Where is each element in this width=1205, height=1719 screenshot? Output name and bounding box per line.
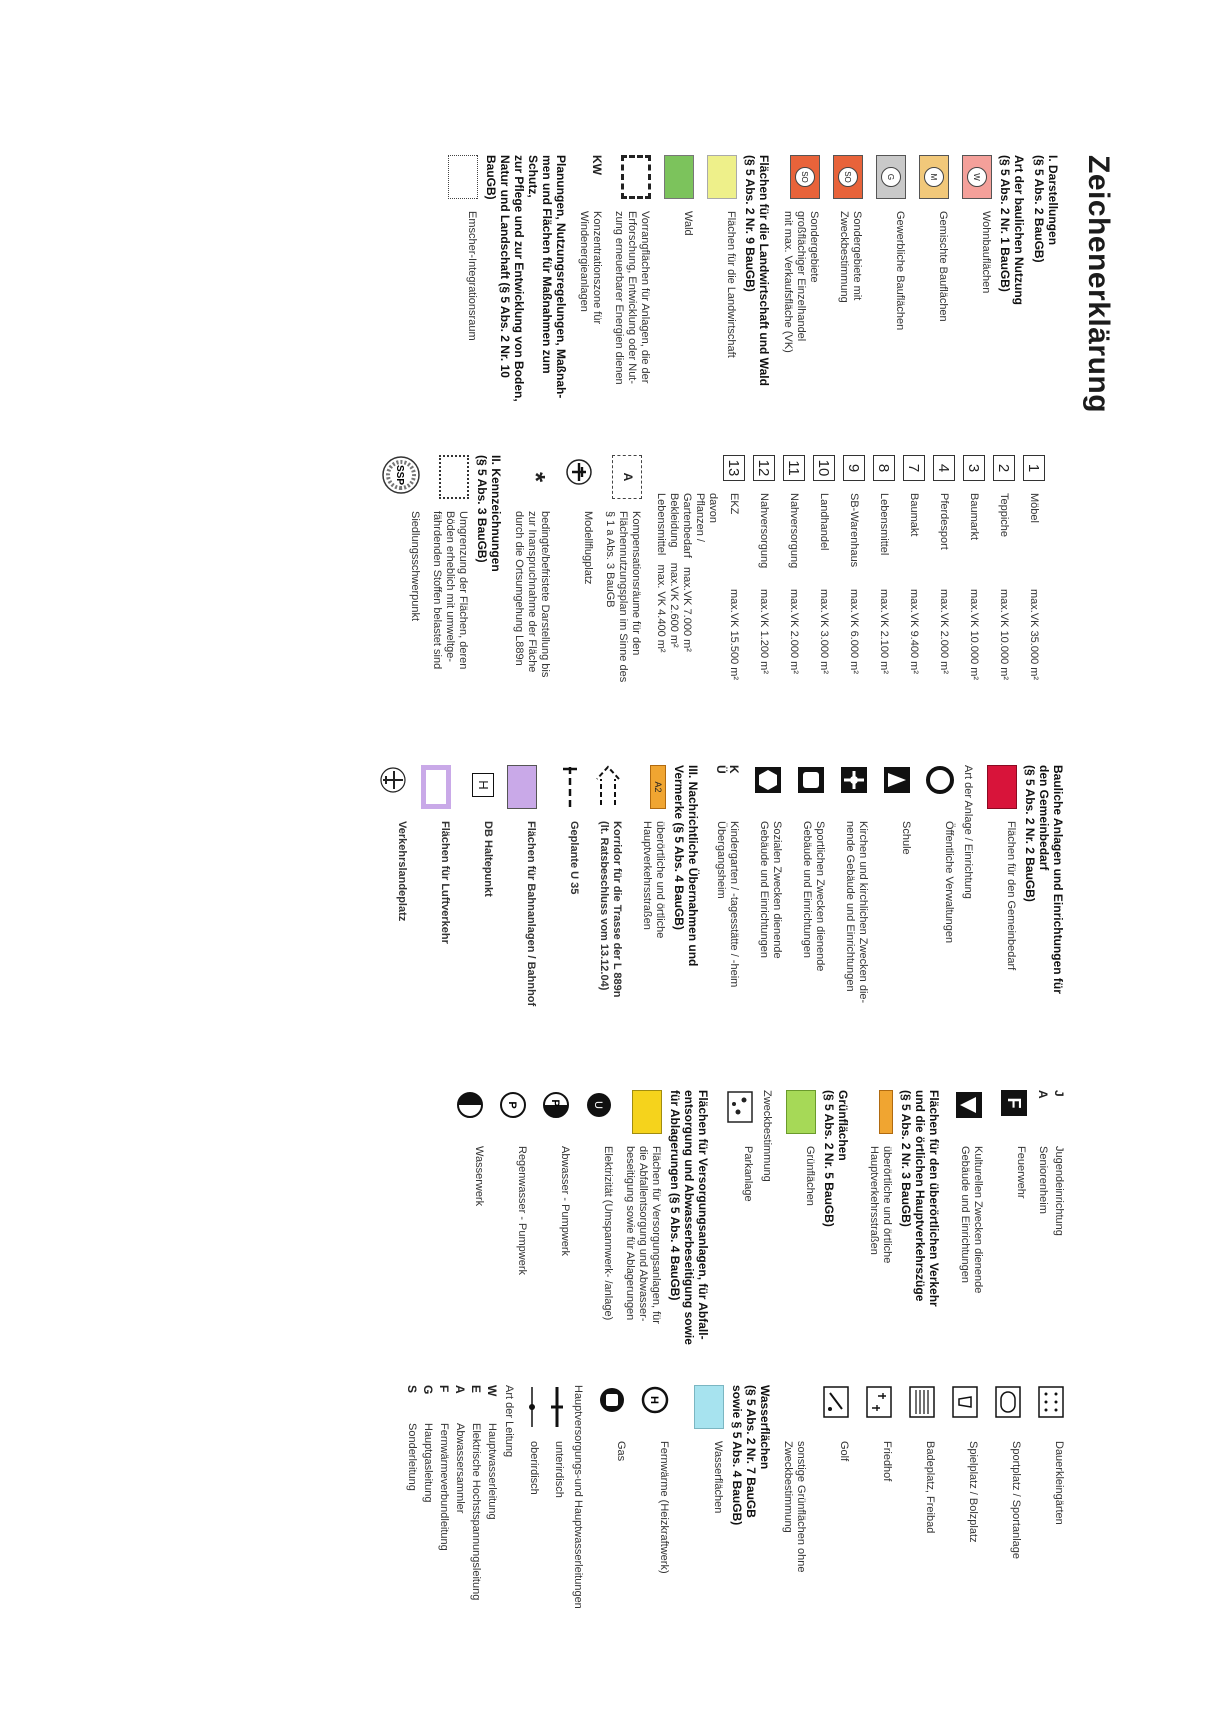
vk-category: Nahversorgung [758, 493, 771, 569]
bahn-label: Flächen für Bahnanlagen / Bahnhof [525, 821, 537, 1007]
heading-nachrichtliche: III. Nachrichtliche Übernahmen und Vermerke (§ 5 Abs. 4 BauGB) [672, 765, 700, 967]
legend-row-kw [577, 155, 603, 415]
abwasser-pump-icon [537, 1090, 571, 1134]
vk-number-box: 7 [903, 455, 925, 481]
luft-swatch [417, 765, 451, 809]
legend-row-spielplatz [945, 1385, 979, 1665]
wasserwerk-icon [451, 1090, 485, 1134]
versorgung-swatch [628, 1090, 662, 1134]
gas-icon [593, 1385, 627, 1429]
legend-row-oberirdisch [524, 1385, 540, 1665]
oberirdisch-line-icon [524, 1385, 540, 1429]
spielplatz-icon [945, 1385, 979, 1429]
sozial-label: Sozialen Zwecken dienende Gebäude und Einrichtungen [758, 821, 783, 959]
legend-row-kultur [950, 1090, 984, 1360]
leitung-label: Fernwärmeverbundleitung [438, 1423, 450, 1551]
sport-gebaeude-icon [792, 765, 826, 809]
wald-label: Wald [682, 211, 694, 236]
legend-row-kindergarten [714, 765, 740, 1055]
vk-number-box: 12 [753, 455, 775, 481]
korridor-arrow-icon [589, 765, 623, 809]
kindergarten-codes: K Ü [714, 765, 741, 774]
regenwasser-label: Regenwasser - Pumpwerk [516, 1146, 528, 1275]
legend-sheet-rotated [105, 155, 1115, 1675]
gewerbe-label: Gewerbliche Bauflächen [894, 211, 906, 331]
vk-row [903, 455, 925, 725]
asterisk-icon: * [521, 471, 551, 483]
umgrenzung-symbol [435, 455, 469, 499]
regenwasser-pump-icon [494, 1090, 528, 1134]
legend-row-misch [915, 155, 949, 415]
column-2 [378, 455, 1045, 725]
art-der-leitung-label: Art der Leitung [503, 1385, 515, 1458]
gruen-swatch [782, 1090, 816, 1134]
luft-label: Flächen für Luftverkehr [439, 821, 451, 944]
hvs-swatch [859, 1090, 893, 1134]
dauer-label: Dauerkleingärten [1053, 1441, 1065, 1525]
mischbau-label: Gemischte Bauflächen [937, 211, 949, 322]
legend-row-sozial [749, 765, 783, 1055]
vk-value: max.VK 2.000 m² [788, 589, 801, 674]
u35-line-icon [546, 765, 580, 809]
legend-row-versorgung [623, 1090, 662, 1360]
so-letter-icon: SO [838, 167, 858, 187]
heading-gruenflaechen: Grünflächen (§ 5 Abs. 2 Nr. 5 BauGB) [822, 1090, 850, 1227]
wohnbau-label: Wohnbauflächen [980, 211, 992, 294]
plane-icon [374, 765, 408, 809]
bahn-swatch [503, 765, 537, 809]
vk-value: max.VK 35.000 m² [1028, 589, 1041, 681]
vk-category: Baumakt [908, 493, 921, 537]
friedhof-label: Friedhof [881, 1441, 893, 1482]
badeplatz-icon [902, 1385, 936, 1429]
sondergebiet-einzelhandel-label: Sondergebiete großflächiger Einzelhandel mit max. Verkaufsfläche (VK) [782, 211, 820, 353]
schule-label: Schule [900, 821, 912, 855]
umgrenzung-label: Umgrenzung der Flächen, deren Böden erheblich mit umweltge- fährdenden Stoffen belastet sind [431, 511, 469, 670]
wohn-letter-icon: W [967, 167, 987, 187]
vk-category: Lebensmittel [878, 493, 891, 556]
svg-text:P: P [549, 1099, 561, 1107]
leitung-row [405, 1385, 418, 1665]
legend-row-hvs [859, 1090, 893, 1360]
legend-row-verwaltung [921, 765, 955, 1055]
leitung-code: S [405, 1385, 419, 1394]
senioren-code: A [1036, 1090, 1050, 1099]
verwaltung-label: Öffentliche Verwaltungen [943, 821, 955, 944]
leitung-code: F [437, 1385, 451, 1393]
leitung-label: Hauptwasserleitung [486, 1423, 498, 1520]
db-haltepunkt-icon: H [460, 765, 494, 809]
db-label: DB Haltepunkt [482, 821, 494, 897]
vk-number-box: 2 [993, 455, 1015, 481]
legend-row-u35 [546, 765, 580, 1055]
legend-row-wasserwerk [451, 1090, 485, 1360]
gemeinbedarf-label: Flächen für den Gemeinbedarf [1005, 821, 1017, 971]
oberirdisch-label: oberirdisch [528, 1441, 540, 1495]
vk-row [963, 455, 985, 725]
park-tree-icon [720, 1090, 754, 1134]
jugend-label: Jugendeinrichtung [1053, 1146, 1065, 1236]
vk-row [933, 455, 955, 725]
vk-category: Nahversorgung [788, 493, 801, 569]
vk-category: Möbel [1028, 493, 1041, 523]
leitung-code: A [453, 1385, 467, 1394]
heading-kennzeichnungen: II. Kennzeichnungen (§ 5 Abs. 3 BauGB) [475, 455, 503, 572]
wasser-swatch [690, 1385, 724, 1429]
legend-row-feuerwehr [993, 1090, 1027, 1360]
vk-category: Teppiche [998, 493, 1011, 538]
legend-row-a2 [632, 765, 666, 1055]
column-5 [402, 1385, 1065, 1665]
vk-value: max.VK 1.200 m² [758, 589, 771, 674]
ssp-label: Siedlungsschwerpunkt [409, 511, 421, 622]
gewerbe-letter-icon: G [881, 167, 901, 187]
leitung-label: Sonderleitung [406, 1423, 418, 1491]
sportplatz-label: Sportplatz / Sportanlage [1010, 1441, 1022, 1560]
legend-row-elektrizitaet [580, 1090, 614, 1360]
legend-row-senioren [1036, 1090, 1049, 1360]
kompensation-label: Kompensationsräume für den Flächennutzungsplan im Sinne des § 1 a Abs. 3 BauGB [604, 511, 642, 683]
a2-label: überörtliche und örtliche Hauptverkehrsstraßen [641, 821, 666, 939]
wasser-label: Wasserflächen [712, 1441, 724, 1514]
legend-row-verkehrslande [374, 765, 408, 1055]
legend-row-korridor [589, 765, 623, 1055]
kw-label: Konzentrationszone für Windenergieanlagen [578, 211, 603, 325]
legend-row-db [460, 765, 494, 1055]
schule-icon [878, 765, 912, 809]
leitung-label: Abwassersammler [454, 1423, 466, 1514]
svg-text:SSP: SSP [394, 464, 405, 486]
golf-label: Golf [838, 1441, 850, 1462]
legend-row-sondergebiet [829, 155, 863, 415]
elektrizitaet-icon [580, 1090, 614, 1134]
sport-gebaeude-label: Sportlichen Zwecken dienende Gebäude und Einrichtungen [801, 821, 826, 972]
legend-row-park [720, 1090, 754, 1360]
legend-row-schule [878, 765, 912, 1055]
so2-letter-icon: SO [795, 167, 815, 187]
vk-number-box: 10 [813, 455, 835, 481]
sondergebiet-swatch [829, 155, 863, 199]
kindergarten-label: Kindergarten / -tagesstätte / -heim Übergangsheim [715, 821, 740, 988]
legend-row-gewerbe [872, 155, 906, 415]
a2-swatch: A2 [632, 765, 666, 809]
vk-value: max.VK 10.000 m² [968, 589, 981, 681]
legend-row-wald [660, 155, 694, 415]
legend-row-sport-gebaeude [792, 765, 826, 1055]
kleingarten-icon [1031, 1385, 1065, 1429]
legend-row-gemeinbedarf [983, 765, 1017, 1055]
spielplatz-label: Spielplatz / Bolzplatz [967, 1441, 979, 1543]
vk-value: max.VK 2.000 m² [938, 589, 951, 674]
gewerbe-swatch [872, 155, 906, 199]
legend-row-bahn [503, 765, 537, 1055]
legend-row-ssp [387, 455, 421, 725]
jugend-code: J [1052, 1090, 1066, 1097]
legend-row-umgrenzung [430, 455, 469, 725]
friedhof-cross-icon [859, 1385, 893, 1429]
u35-label: Geplante U 35 [568, 821, 580, 895]
gruen-label: Grünflächen [804, 1146, 816, 1206]
gemeinbedarf-swatch [983, 765, 1017, 809]
legend-row-jugend [1052, 1090, 1065, 1360]
modellflug-icon [560, 455, 594, 499]
misch-letter-icon: M [924, 167, 944, 187]
badeplatz-label: Badeplatz, Freibad [924, 1441, 936, 1534]
mischbau-swatch [915, 155, 949, 199]
wald-swatch [660, 155, 694, 199]
leitung-row [469, 1385, 482, 1665]
legend-row-fernwaerme [636, 1385, 670, 1665]
zweckbestimmung-label: Zweckbestimmung [761, 1090, 773, 1182]
legend-row-wasser [690, 1385, 724, 1665]
legend-row-sonstige [781, 1385, 807, 1665]
column-1 [435, 155, 1060, 415]
legend-row-luft [417, 765, 451, 1055]
sonstige-spacer [789, 1385, 807, 1429]
emscher-label: Emscher-Integrationsraum [466, 211, 478, 341]
sozial-icon [749, 765, 783, 809]
kompensation-symbol: A [608, 455, 642, 499]
legend-row-dauer [1031, 1385, 1065, 1665]
vk-row [753, 455, 775, 725]
vk-row [813, 455, 835, 725]
sondergebiet-einzelhandel-swatch [786, 155, 820, 199]
leitung-row [453, 1385, 466, 1665]
vk-number-box: 13 [723, 455, 745, 481]
kw-code: KW [590, 155, 604, 175]
leitung-list [405, 1385, 498, 1665]
legend-row-sportplatz [988, 1385, 1022, 1665]
hvs-label: überörtliche und örtliche Hauptverkehrsstraßen [868, 1146, 893, 1264]
vorrang-label: Vorrangflächen für Anlagen, die der Erforschung, Entwicklung oder Nut- zung erneuerbarer Energien dienen [613, 211, 651, 385]
feuerwehr-icon: F [993, 1090, 1027, 1134]
abwasser-label: Abwasser - Pumpwerk [559, 1146, 571, 1257]
heading-darstellungen: I. Darstellungen (§ 5 Abs. 2 BauGB) [1032, 155, 1060, 263]
legend-row-vorrang [612, 155, 651, 415]
sondergebiet-label: Sondergebiete mit Zweckbestimmung [838, 211, 863, 303]
heading-wasserflaechen: Wasserflächen (§ 5 Abs. 2 Nr. 7 BauGB sowie § 5 Abs. 4 BauGB) [730, 1385, 772, 1526]
unterirdisch-label: unterirdisch [553, 1441, 565, 1498]
landwirtschaft-swatch [703, 155, 737, 199]
legend-row-golf [816, 1385, 850, 1665]
vk-row [723, 455, 745, 725]
vk-category: SB-Warenhaus [848, 493, 861, 568]
vk-category: Landhandel [818, 493, 831, 551]
vk-category: EKZ [728, 493, 741, 515]
legend-row-unterirdisch [549, 1385, 565, 1665]
wasserwerk-label: Wasserwerk [473, 1146, 485, 1207]
elektrizitaet-label: Elektrizität (Umspannwerk- /anlage) [602, 1146, 614, 1321]
leitung-label: Hauptgasleitung [422, 1423, 434, 1503]
legend-row-wohn [958, 155, 992, 415]
legend-row-gruen [782, 1090, 816, 1360]
senioren-label: Seniorenheim [1037, 1146, 1049, 1214]
legend-row-emscher [444, 155, 478, 415]
heading-versorgung: Flächen für Versorgungsanlagen, für Abfall- entsorgung und Abwasserbeseitigung sowie für Ablagerungen (§ 5 Abs. 4 BauGB) [668, 1090, 710, 1345]
legend-row-gas [593, 1385, 627, 1665]
versorgung-label: Flächen für Versorgungsanlagen, für die Abfallentsorgung und Abwasser- beseitigung sowie für Ablagerungen [624, 1146, 662, 1324]
kirche-icon [835, 765, 869, 809]
vk-value: max.VK 6.000 m² [848, 589, 861, 674]
korridor-label: Korridor für die Trasse der L 889n (lt. Ratsbeschluss vom 13.12.04) [598, 821, 623, 998]
unterirdisch-line-icon [549, 1385, 565, 1429]
hauptversorgung-label: Hauptversorgungs-und Hauptwasserleitungen [572, 1385, 584, 1609]
leitung-row [485, 1385, 498, 1665]
vk-row [843, 455, 865, 725]
vk-row [783, 455, 805, 725]
legend-row-badeplatz [902, 1385, 936, 1665]
vorrang-symbol [617, 155, 651, 199]
art-der-anlage-label: Art der Anlage / Einrichtung [962, 765, 974, 899]
vk-number-box: 11 [783, 455, 805, 481]
leitung-code: G [421, 1385, 435, 1395]
leitung-row [437, 1385, 450, 1665]
ssp-icon [387, 455, 421, 499]
landwirtschaft-label: Flächen für die Landwirtschaft [725, 211, 737, 358]
svg-text:P: P [506, 1101, 518, 1109]
legend-row-abwasser [537, 1090, 571, 1360]
verwaltung-icon [921, 765, 955, 809]
golf-icon [816, 1385, 850, 1429]
vk-value: max.VK 3.000 m² [818, 589, 831, 674]
vk-value: max.VK 10.000 m² [998, 589, 1011, 681]
vk-value: max.VK 9.400 m² [908, 589, 921, 674]
vk-number-box: 3 [963, 455, 985, 481]
fernwaerme-label: Fernwärme (Heizkraftwerk) [658, 1441, 670, 1574]
gas-label: Gas [615, 1441, 627, 1462]
column-4 [442, 1090, 1065, 1360]
feuerwehr-label: Feuerwehr [1015, 1146, 1027, 1199]
vk-value: max.VK 2.100 m² [878, 589, 891, 674]
wohnbau-swatch [958, 155, 992, 199]
emscher-symbol [444, 155, 478, 199]
svg-text:H: H [648, 1396, 660, 1404]
legend-row-bedingt [512, 455, 551, 725]
svg-text:U: U [592, 1101, 604, 1109]
vk-number-box: 1 [1023, 455, 1045, 481]
vk-number-box: 9 [843, 455, 865, 481]
legend-row-landwirtschaft [703, 155, 737, 415]
modellflug-label: Modellflugplatz [582, 511, 594, 585]
vk-row [873, 455, 895, 725]
leitung-code: W [485, 1385, 499, 1397]
legend-title: Zeichenerklärung [1082, 155, 1115, 414]
verkaufsflaechen-list [723, 455, 1045, 725]
kultur-label: Kulturellen Zwecken dienende Gebäude und Einrichtungen [959, 1146, 984, 1294]
legend-row-friedhof [859, 1385, 893, 1665]
legend-row-regenwasser [494, 1090, 528, 1360]
vk-value: max.VK 15.500 m² [728, 589, 741, 681]
heading-verkehr: Flächen für den überörtlichen Verkehr und die örtlichen Hauptverkehrszüge (§ 5 Abs. 2 Nr. 3 BauGB) [899, 1090, 941, 1307]
sonstige-label: sonstige Grünflächen ohne Zweckbestimmung [782, 1441, 807, 1573]
sportplatz-icon [988, 1385, 1022, 1429]
kultur-icon [950, 1090, 984, 1134]
heading-gemeinbedarf: Bauliche Anlagen und Einrichtungen für den Gemeinbedarf (§ 5 Abs. 2 Nr. 2 BauGB) [1023, 765, 1065, 994]
legend-row-kompensation [603, 455, 642, 725]
column-3 [365, 765, 1065, 1055]
vk-row [993, 455, 1015, 725]
leitung-code: E [469, 1385, 483, 1394]
fernwaerme-icon [636, 1385, 670, 1429]
leitung-row [421, 1385, 434, 1665]
ekz-detail: davon Pflanzen / Gartenbedarf max.VK 7.000 m² Bekleidung max.VK 2.600 m² Lebensmittel max. VK 4.400 m² [655, 493, 719, 653]
bedingt-label: bedingte/befristete Darstellung bis zur Inanspruchnahme der Fläche durch die Ortsumgehung L889n [513, 511, 551, 678]
vk-category: Pferdesport [938, 493, 951, 550]
legend-row-kirche [835, 765, 869, 1055]
heading-natur-landschaft: Planungen, Nutzungsregelungen, Maßnah- men und Flächen für Maßnahmen zum Schutz, zur Pflege und zur Entwicklung von Boden, Natur und Landschaft (§ 5 Abs. 2 Nr. 10 BauGB) [484, 155, 568, 402]
vk-row [1023, 455, 1045, 725]
verkehrslande-label: Verkehrslandeplatz [396, 821, 408, 922]
park-label: Parkanlage [742, 1146, 754, 1202]
vk-category: Baumarkt [968, 493, 981, 541]
heading-art-baulicher-nutzung: Art der baulichen Nutzung (§ 5 Abs. 2 Nr. 1 BauGB) [998, 155, 1026, 305]
heading-landwirtschaft-wald: Flächen für die Landwirtschaft und Wald (§ 5 Abs. 2 Nr. 9 BauGB) [743, 155, 771, 386]
vk-number-box: 4 [933, 455, 955, 481]
legend-row-sondergebiet-einzelhandel [781, 155, 820, 415]
kirche-label: Kirchen und kirchlichen Zwecken die- nende Gebäude und Einrichtungen [844, 821, 869, 1004]
leitung-label: Elektrische Hochstspannungsleitung [470, 1423, 482, 1601]
legend-row-modellflug [560, 455, 594, 725]
vk-number-box: 8 [873, 455, 895, 481]
